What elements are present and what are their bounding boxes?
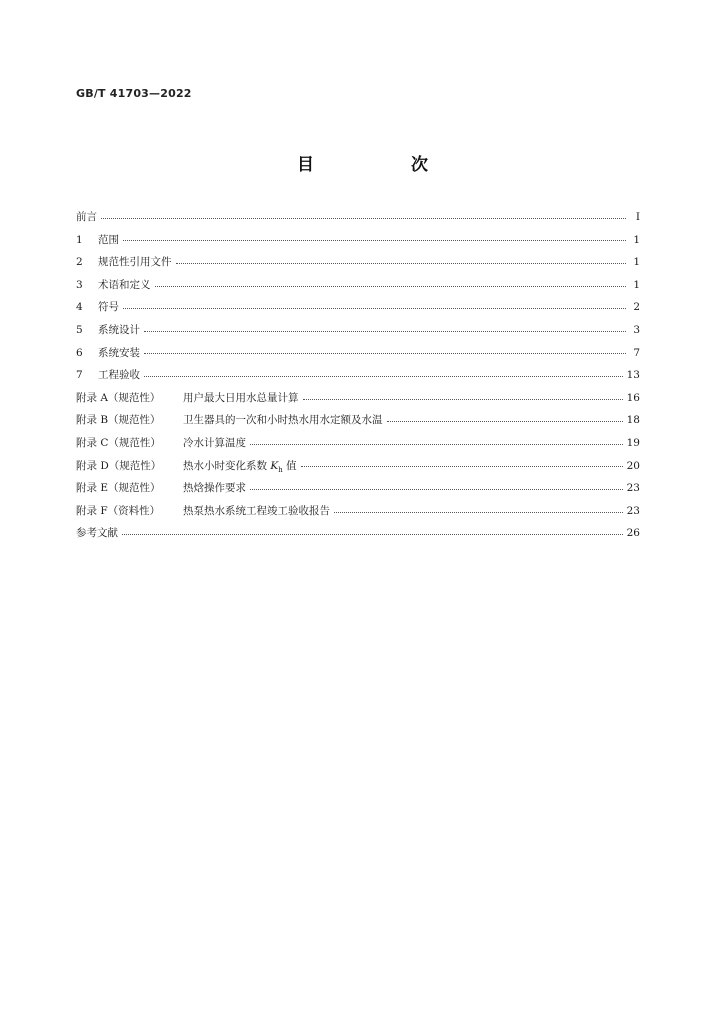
- symbol-k: K: [270, 459, 279, 472]
- toc-annex-designation: 附录 A（规范性）: [76, 391, 161, 404]
- toc-leader-dots: [176, 263, 627, 264]
- toc-annex-designation: 附录 E（规范性）: [76, 482, 161, 495]
- toc-entry-label: 参考文献: [76, 527, 118, 540]
- toc-leader-dots: [144, 376, 623, 377]
- toc-entry-annex-d[interactable]: [76, 455, 640, 478]
- toc-entry-clause-6[interactable]: [76, 342, 640, 365]
- toc-entry-annex-b[interactable]: [76, 409, 640, 432]
- toc-page-number: 13: [626, 369, 640, 382]
- toc-entry-label: 热泵热水系统工程竣工验收报告: [183, 504, 330, 517]
- toc-leader-dots: [387, 421, 623, 422]
- toc-entry-annex-e[interactable]: [76, 477, 640, 500]
- toc-entry-label: 工程验收: [98, 369, 140, 382]
- toc-clause-number: 6: [76, 346, 83, 359]
- toc-leader-dots: [144, 353, 626, 354]
- toc-page-number: 2: [633, 301, 640, 314]
- toc-page-number: Ⅰ: [635, 211, 640, 223]
- toc-entry-label: 符号: [98, 301, 119, 314]
- toc-page-number: 1: [633, 278, 640, 291]
- toc-clause-number: 4: [76, 301, 83, 314]
- toc-page-number: 23: [626, 504, 640, 517]
- toc-leader-dots: [155, 286, 627, 287]
- toc-annex-designation: 附录 F（资料性）: [76, 504, 161, 517]
- toc-entry-clause-1[interactable]: [76, 229, 640, 252]
- toc-page-number: 16: [626, 391, 640, 404]
- toc-entry-label: 范围: [98, 233, 119, 246]
- toc-entry-foreword[interactable]: [76, 206, 640, 229]
- toc-entry-label: 前言: [76, 211, 97, 223]
- toc-entry-bibliography[interactable]: [76, 522, 640, 545]
- toc-entry-label: 用户最大日用水总量计算: [183, 391, 299, 404]
- toc-leader-dots: [250, 444, 623, 445]
- page-title: 目 次: [297, 155, 468, 175]
- toc-leader-dots: [101, 218, 626, 219]
- toc-leader-dots: [122, 534, 623, 535]
- toc-page-number: 20: [626, 459, 640, 472]
- toc-annex-designation: 附录 D（规范性）: [76, 459, 162, 472]
- toc-entry-label: 系统安装: [98, 346, 140, 359]
- toc-entry-annex-c[interactable]: [76, 432, 640, 455]
- toc-page-number: 23: [626, 482, 640, 495]
- toc-entry-label: 规范性引用文件: [98, 256, 172, 269]
- toc-entry-label-suffix: 值: [286, 459, 297, 472]
- toc-leader-dots: [123, 240, 626, 241]
- toc-entry-label: [183, 455, 301, 478]
- toc-page-number: 1: [633, 256, 640, 269]
- toc-annex-designation: 附录 C（规范性）: [76, 436, 161, 449]
- toc-annex-designation: 附录 B（规范性）: [76, 414, 161, 427]
- symbol-subscript: h: [278, 465, 283, 474]
- toc-entry-annex-a[interactable]: [76, 387, 640, 410]
- toc-page-number: 1: [633, 233, 640, 246]
- toc-clause-number: 7: [76, 369, 83, 382]
- toc-entry-clause-5[interactable]: [76, 319, 640, 342]
- table-of-contents: [76, 206, 640, 545]
- toc-entry-label-text: 热水小时变化系数: [183, 459, 267, 472]
- toc-leader-dots: [301, 466, 623, 467]
- toc-entry-clause-7[interactable]: [76, 364, 640, 387]
- toc-entry-clause-4[interactable]: [76, 296, 640, 319]
- toc-clause-number: 3: [76, 278, 83, 291]
- toc-entry-label: 卫生器具的一次和小时热水用水定额及水温: [183, 414, 383, 427]
- toc-clause-number: 1: [76, 233, 83, 246]
- toc-page-number: 3: [633, 323, 640, 336]
- toc-page-number: 7: [633, 346, 640, 359]
- toc-clause-number: 2: [76, 256, 83, 269]
- toc-entry-label: 冷水计算温度: [183, 436, 246, 449]
- toc-leader-dots: [250, 489, 623, 490]
- toc-leader-dots: [123, 308, 626, 309]
- toc-leader-dots: [334, 512, 623, 513]
- toc-entry-label: 热焓操作要求: [183, 482, 246, 495]
- toc-entry-clause-3[interactable]: [76, 274, 640, 297]
- toc-entry-label: 术语和定义: [98, 278, 151, 291]
- toc-entry-label: 系统设计: [98, 323, 140, 336]
- toc-leader-dots: [144, 331, 626, 332]
- toc-leader-dots: [303, 399, 623, 400]
- toc-page-number: 18: [626, 414, 640, 427]
- toc-entry-clause-2[interactable]: [76, 251, 640, 274]
- toc-page-number: 26: [626, 527, 640, 540]
- standard-code: GB/T 41703—2022: [76, 87, 192, 100]
- toc-clause-number: 5: [76, 323, 83, 336]
- toc-page-number: 19: [626, 436, 640, 449]
- toc-entry-annex-f[interactable]: [76, 500, 640, 523]
